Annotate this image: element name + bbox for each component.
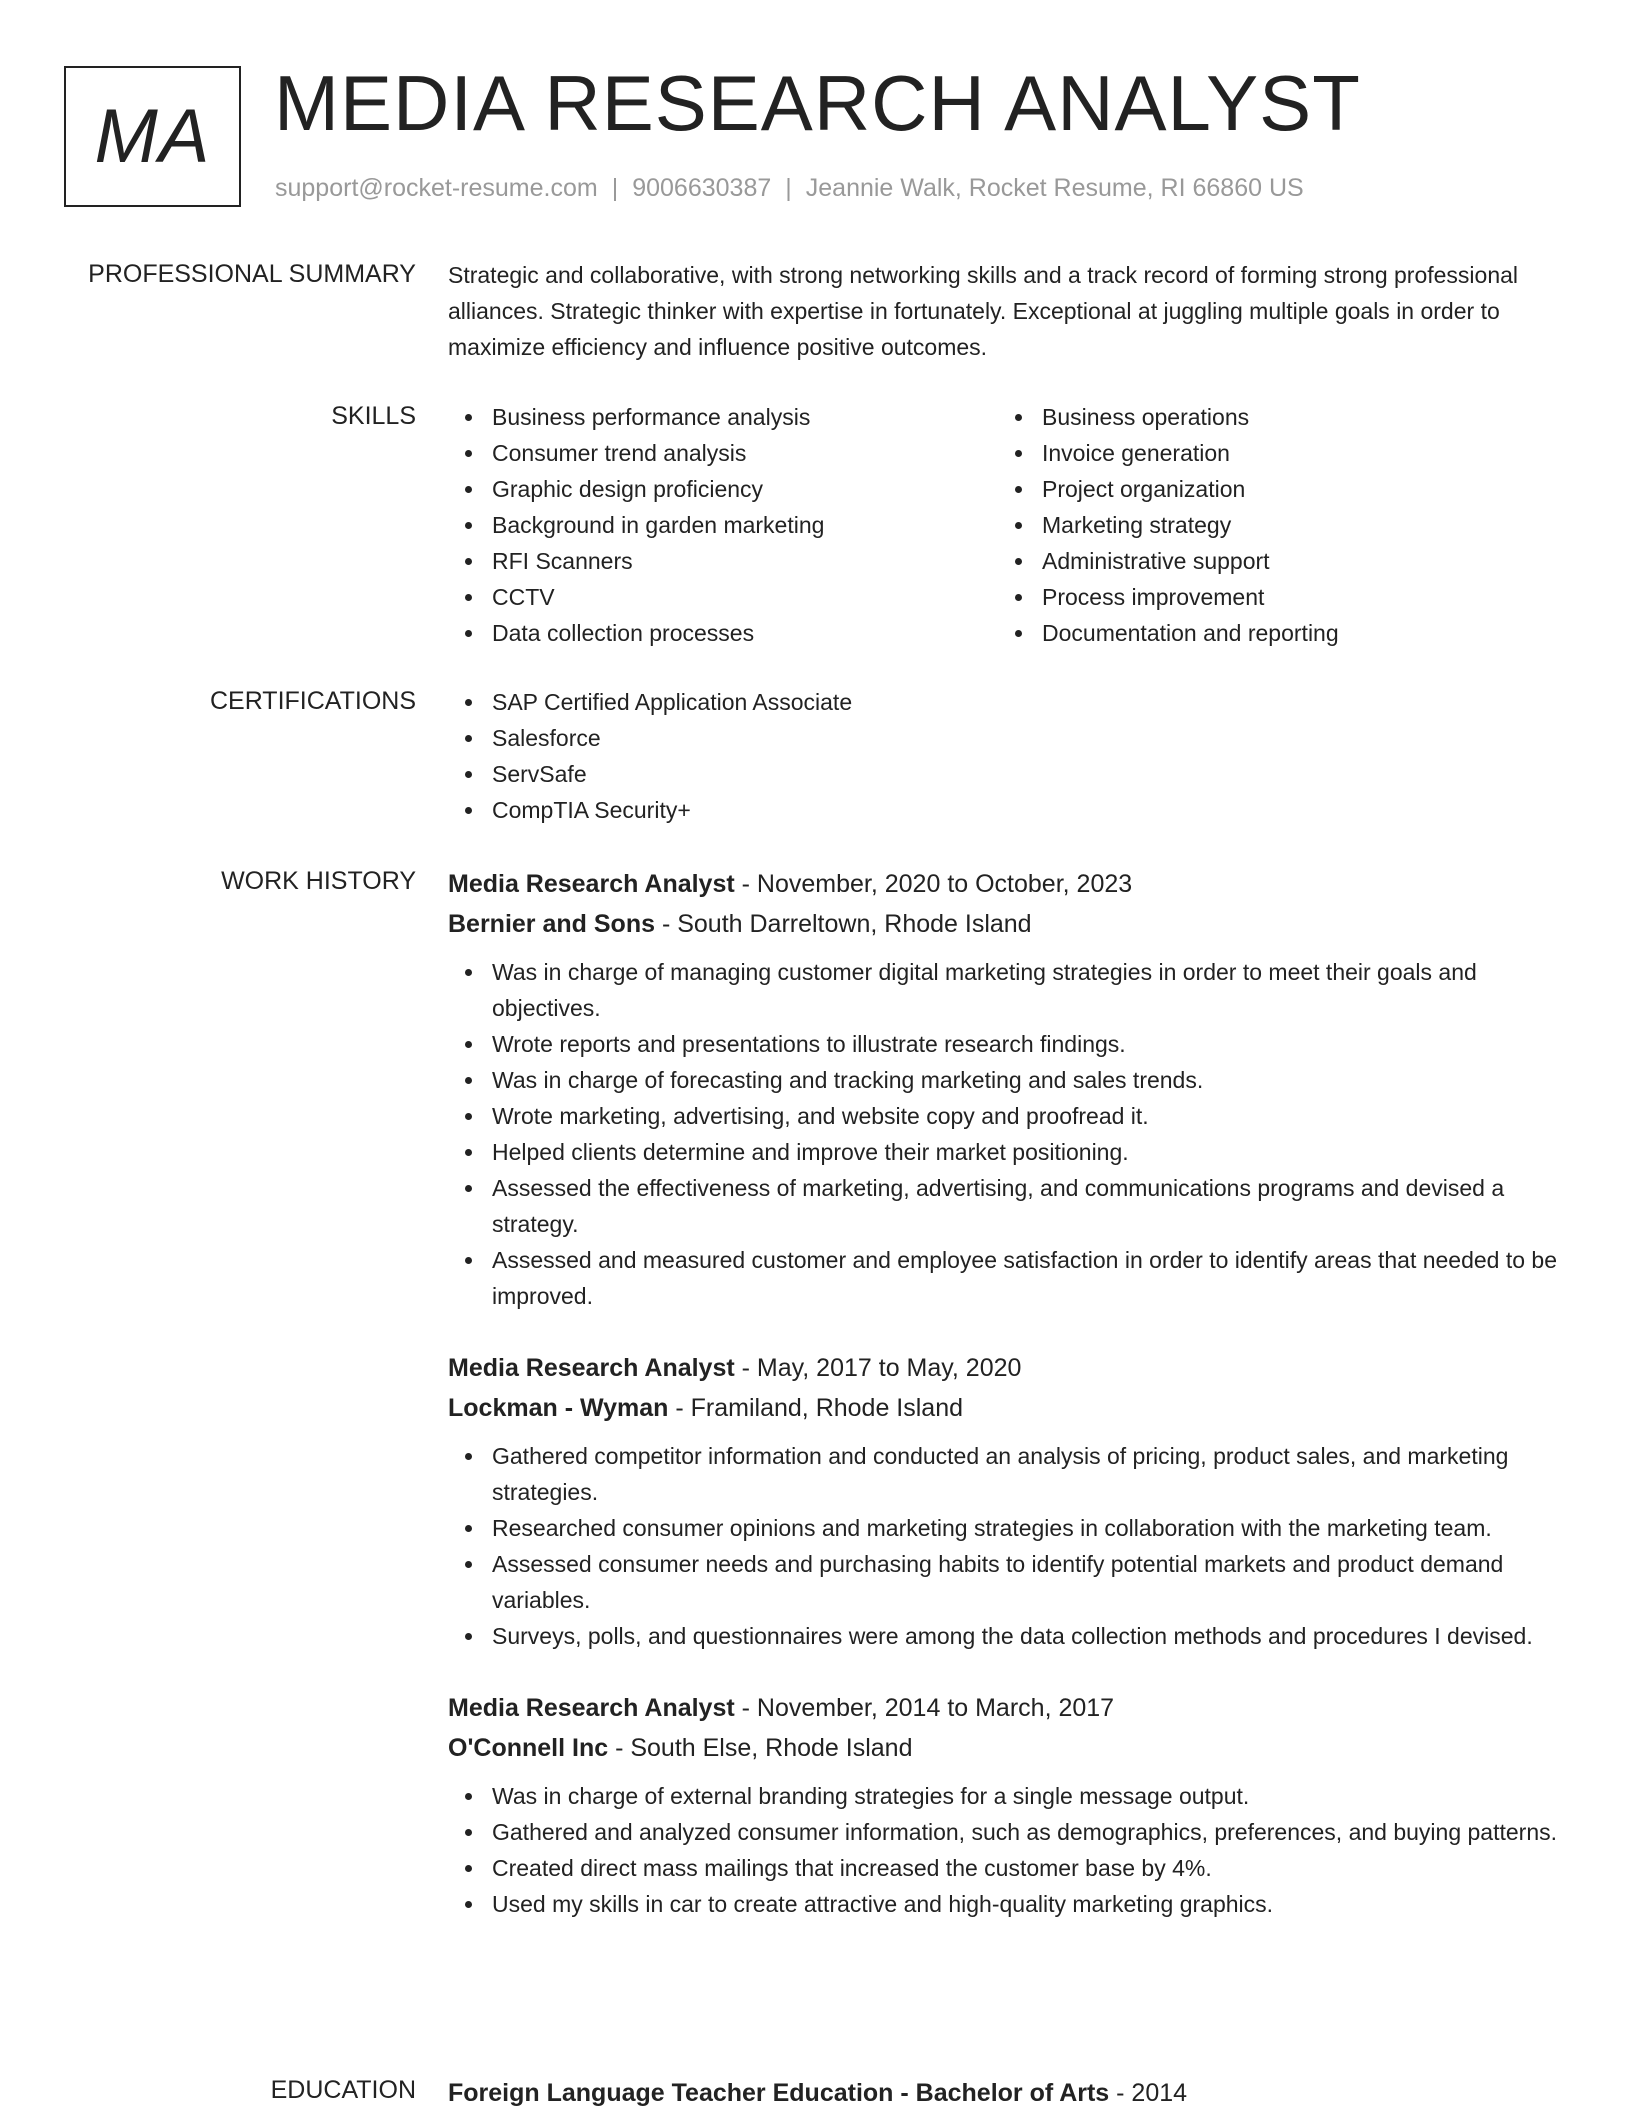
job-company: Bernier and Sons [448,910,655,938]
job-bullet: Was in charge of managing customer digital marketing strategies in order to meet their goals and objectives. [448,954,1568,1026]
certifications-list [448,684,1568,828]
job-company-line [448,1388,1568,1428]
skill-item: Business performance analysis [448,399,998,435]
contact-line [275,174,1304,203]
job-title-line [448,1688,1568,1728]
job-bullet: Surveys, polls, and questionnaires were among the data collection methods and procedures I devised. [448,1618,1568,1654]
job-bullet: Gathered competitor information and conducted an analysis of pricing, product sales, and marketing strategies. [448,1438,1568,1510]
skill-item: Administrative support [998,543,1548,579]
contact-separator: | [785,174,792,202]
job-bullet: Gathered and analyzed consumer information, such as demographics, preferences, and buying patterns. [448,1814,1568,1850]
job-bullets [448,954,1568,1314]
job-bullet: Wrote marketing, advertising, and website copy and proofread it. [448,1098,1568,1134]
job-bullet: Was in charge of forecasting and tracking marketing and sales trends. [448,1062,1568,1098]
contact-address: Jeannie Walk, Rocket Resume, RI 66860 US [805,174,1304,202]
job-bullet: Assessed consumer needs and purchasing habits to identify potential markets and product demand variables. [448,1546,1568,1618]
skill-item: Graphic design proficiency [448,471,998,507]
skill-item: Process improvement [998,579,1548,615]
certifications-heading: CERTIFICATIONS [209,687,416,715]
skill-item: RFI Scanners [448,543,998,579]
summary-text: Strategic and collaborative, with strong networking skills and a track record of forming strong professional alliances. Strategic thinker with expertise in fortunately. Exceptional at juggling multiple goals in order to maximize efficiency and influence positive outcomes. [448,262,1519,360]
job-entry [448,864,1568,1314]
job-company-line [448,904,1568,944]
skills-list-left [448,399,998,651]
job-dates: - November, 2014 to March, 2017 [734,1694,1115,1722]
skill-item: Business operations [998,399,1548,435]
job-bullet: Created direct mass mailings that increased the customer base by 4%. [448,1850,1568,1886]
skill-item: Marketing strategy [998,507,1548,543]
job-title: Media Research Analyst [448,1694,735,1722]
job-bullet: Assessed and measured customer and employee satisfaction in order to identify areas that needed to be improved. [448,1242,1568,1314]
job-bullet: Used my skills in car to create attractive and high-quality marketing graphics. [448,1886,1568,1922]
skill-item: Documentation and reporting [998,615,1548,651]
job-bullets [448,1778,1568,1922]
certification-item: CompTIA Security+ [448,792,1568,828]
job-entry [448,1348,1568,1654]
job-title: Media Research Analyst [448,1354,735,1382]
job-location: - Framiland, Rhode Island [668,1394,964,1422]
certification-item: Salesforce [448,720,1568,756]
skill-item: Background in garden marketing [448,507,998,543]
certification-item: SAP Certified Application Associate [448,684,1568,720]
monogram-box [64,66,241,207]
skill-item: Consumer trend analysis [448,435,998,471]
job-bullet: Assessed the effectiveness of marketing, advertising, and communications programs and devised a strategy. [448,1170,1568,1242]
skills-list-right [998,399,1548,651]
summary-heading: PROFESSIONAL SUMMARY [88,260,416,288]
education-heading: EDUCATION [270,2076,416,2104]
job-company-line [448,1728,1568,1768]
job-company: O'Connell Inc [448,1734,609,1762]
skills-heading: SKILLS [331,402,416,430]
education-body [448,2073,1568,2113]
skill-item: Invoice generation [998,435,1548,471]
skill-item: Project organization [998,471,1548,507]
resume-title: MEDIA RESEARCH ANALYST [274,59,1361,147]
job-bullet: Helped clients determine and improve their market positioning. [448,1134,1568,1170]
job-title: Media Research Analyst [448,870,735,898]
contact-email[interactable]: support@rocket-resume.com [275,174,598,202]
job-dates: - May, 2017 to May, 2020 [734,1354,1022,1382]
job-entry [448,1688,1568,1922]
work-history-heading: WORK HISTORY [221,867,416,895]
certifications-body [448,684,1568,828]
monogram-initials: MA [94,94,211,179]
job-title-line [448,864,1568,904]
job-bullet: Wrote reports and presentations to illustrate research findings. [448,1026,1568,1062]
job-location: - South Darreltown, Rhode Island [655,910,1032,938]
skills-body [448,399,1568,651]
education-degree: Foreign Language Teacher Education - Bachelor of Arts [448,2079,1110,2107]
work-history-body [448,864,1568,1956]
job-company: Lockman - Wyman [448,1394,669,1422]
skill-item: Data collection processes [448,615,998,651]
education-year: - 2014 [1109,2079,1188,2107]
job-title-line [448,1348,1568,1388]
job-bullets [448,1438,1568,1654]
summary-body [448,257,1568,365]
job-bullet: Researched consumer opinions and marketing strategies in collaboration with the marketing team. [448,1510,1568,1546]
education-line [448,2073,1568,2113]
skill-item: CCTV [448,579,998,615]
certification-item: ServSafe [448,756,1568,792]
contact-phone[interactable]: 9006630387 [632,174,772,202]
job-bullet: Was in charge of external branding strategies for a single message output. [448,1778,1568,1814]
job-dates: - November, 2020 to October, 2023 [734,870,1133,898]
contact-separator: | [611,174,619,202]
job-location: - South Else, Rhode Island [608,1734,913,1762]
